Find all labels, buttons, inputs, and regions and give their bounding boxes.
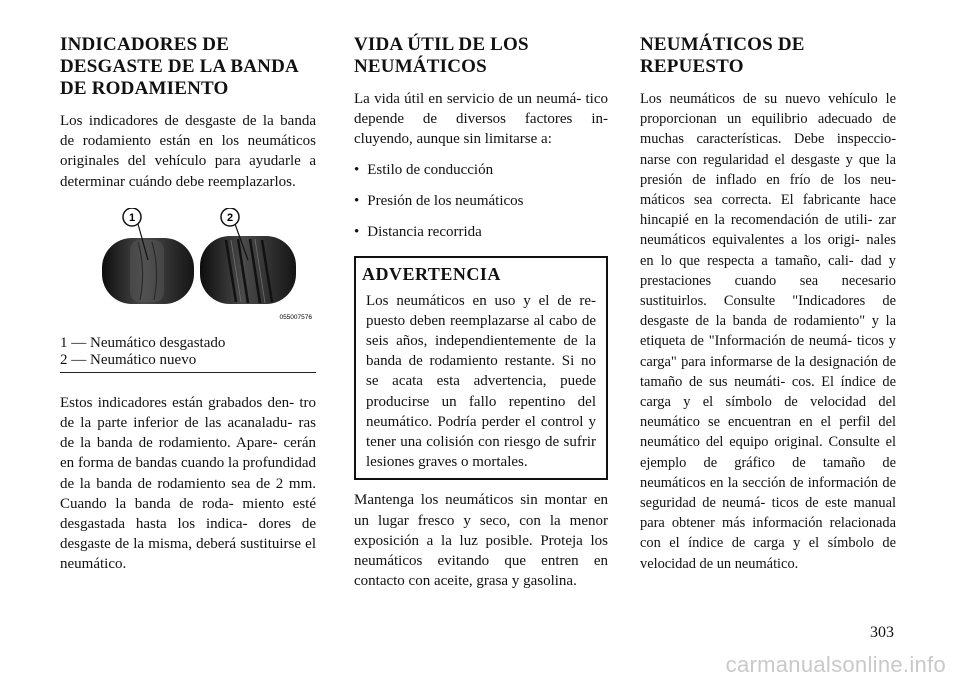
column-tread-wear bbox=[60, 34, 316, 585]
section-title-tread-wear: INDICADORES DE DESGASTE DE LA BANDA DE RODAMIENTO bbox=[60, 34, 298, 99]
section-title-tire-life: VIDA ÚTIL DE LOS NEUMÁTICOS bbox=[354, 34, 529, 77]
new-tire bbox=[200, 236, 296, 304]
body-paragraph: Mantenga los neumáticos sin montar en un lugar fresco y seco, con la menor exposición a la luz posible. Proteja los neumáticos evitando que entren en contacto con aceite, grasa y gasolina. bbox=[354, 492, 608, 590]
intro-paragraph: Los indicadores de desgaste de la banda de rodamiento están en los neumáticos originales del vehículo para ayudarle a determinar cuándo debe reemplazarlos. bbox=[60, 113, 316, 190]
tire-illustration bbox=[60, 208, 316, 323]
warning-text: Los neumáticos en uso y el de re- puesto deben reemplazarse al cabo de seis años, independientemente de la banda de rodamiento restante. Si no se acata esta advertencia, puede producirse un fallo repentino del neumático. Podría perder el control y tener una colisión con riesgo de sufrir lesiones graves o mortales. bbox=[366, 292, 596, 471]
watermark: carmanualsonline.info bbox=[725, 652, 946, 677]
warning-title: ADVERTENCIA bbox=[362, 263, 501, 284]
warning-box bbox=[354, 256, 608, 481]
list-item: • Distancia recorrida bbox=[354, 222, 608, 242]
svg-text:2: 2 bbox=[226, 211, 234, 224]
caption-worn: 1 — Neumático desgastado bbox=[60, 334, 226, 351]
section-title-replacement-tires: NEUMÁTICOS DE REPUESTO bbox=[640, 34, 805, 77]
svg-text:1: 1 bbox=[128, 211, 136, 224]
list-item: • Presión de los neumáticos bbox=[354, 191, 608, 211]
caption-new: 2 — Neumático nuevo bbox=[60, 351, 197, 368]
column-tire-life bbox=[354, 34, 608, 601]
figure-divider bbox=[60, 372, 316, 373]
factor-list bbox=[354, 160, 608, 242]
tire-figure bbox=[60, 208, 316, 323]
body-paragraph: Estos indicadores están grabados den- tro de la parte inferior de las acanaladu- ras de la banda de rodamiento. Apare- cerán en forma de bandas cuando la profundidad de la banda de rodamiento sea de 2 mm. Cuando la banda de roda- miento esté desgastada hasta los indica- dores de desgaste de la misma, deberá sustituirse el neumático. bbox=[60, 394, 316, 573]
body-paragraph: Los neumáticos de su nuevo vehículo le proporcionan un equilibrio adecuado de muchas características. Debe inspeccio- narse con regularidad el desgaste y que la presión de inflado en frío de los neu- máticos sea correcta. El fabricante hace hincapié en la recomendación de utili- zar neumáticos equivalentes a los origi- nales en lo que respecta a tamaño, cali- dad y prestaciones cuando sea necesario sustituirlos. Consulte "Indicadores de desgaste de la banda de rodamiento" y la etiqueta de "Información de neumá- ticos y carga" para informarse de la designación de tamaño de sus neumáti- cos. El índice de carga y el símbolo de velocidad del neumático se encuentran en el perfil del neumático del equipo original. Consulte el ejemplo de gráfico de tamaño de neumáticos en la sección de información de seguridad de neumá- ticos de este manual para obtener más información relacionada con el índice de carga y el símbolo de velocidad de un neumático. bbox=[640, 91, 896, 572]
worn-tire bbox=[102, 238, 194, 304]
figure-code: 055007576 bbox=[279, 313, 312, 321]
page-number: 303 bbox=[870, 624, 894, 641]
intro-paragraph: La vida útil en servicio de un neumá- tico depende de diversos factores in- cluyendo, aunque sin limitarse a: bbox=[354, 91, 608, 148]
list-item: • Estilo de conducción bbox=[354, 160, 608, 180]
column-replacement-tires bbox=[640, 34, 896, 584]
